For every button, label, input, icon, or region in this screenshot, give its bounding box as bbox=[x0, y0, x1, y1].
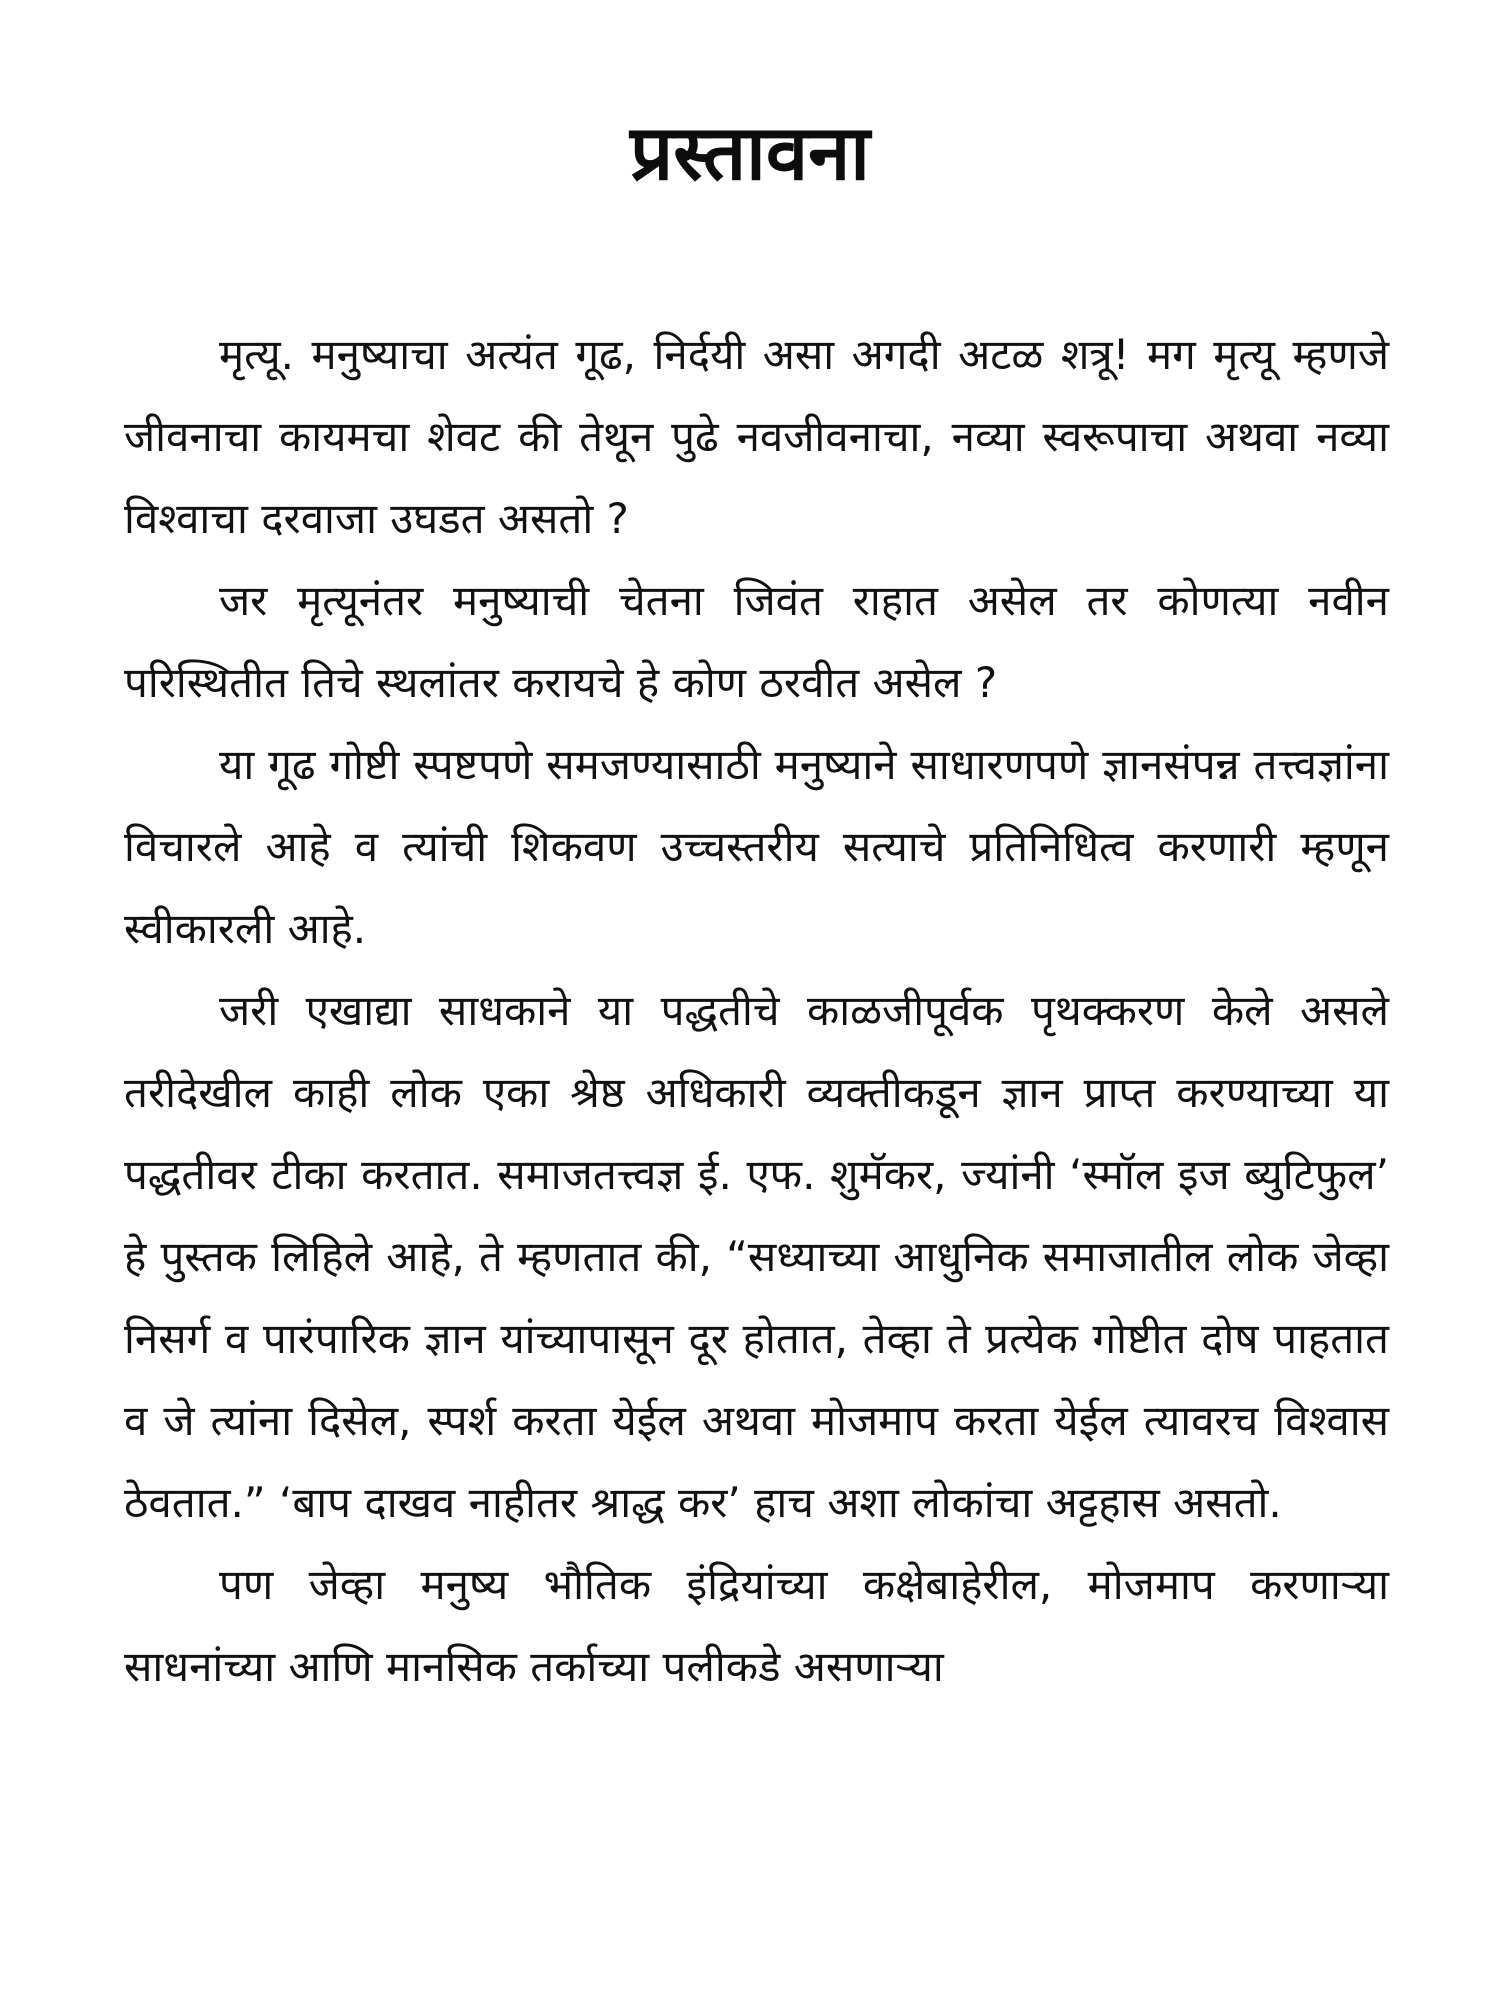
paragraph-4: जरी एखाद्या साधकाने या पद्धतीचे काळजीपूर्वक पृथक्करण केले असले तरीदेखील काही लोक एका श्रेष्ठ अधिकारी व्यक्तीकडून ज्ञान प्राप्त करण्याच्या या पद्धतीवर टीका करतात. समाजतत्त्वज्ञ ई. एफ. शुमॅकर, ज्यांनी ‘स्मॉल इज ब्युटिफुल’ हे पुस्तक लिहिले आहे, ते म्हणतात की, “सध्याच्या आधुनिक समाजातील लोक जेव्हा निसर्ग व पारंपारिक ज्ञान यांच्यापासून दूर होतात, तेव्हा ते प्रत्येक गोष्टीत दोष पाहतात व जे त्यांना दिसेल, स्पर्श करता येईल अथवा मोजमाप करता येईल त्यावरच विश्वास ठेवतात.” ‘बाप दाखव नाहीतर श्राद्ध कर’ हाच अशा लोकांचा अट्टहास असतो. bbox=[124, 986, 1389, 1527]
page-title: प्रस्तावना bbox=[630, 108, 870, 197]
paragraph-3: या गूढ गोष्टी स्पष्टपणे समजण्यासाठी मनुष्याने साधारणपणे ज्ञानसंपन्न तत्त्वज्ञांना विचारले आहे व त्यांची शिकवण उच्चस्तरीय सत्याचे प्रतिनिधित्व करणारी म्हणून स्वीकारली आहे. bbox=[124, 740, 1389, 953]
paragraph-1: मृत्यू. मनुष्याचा अत्यंत गूढ, निर्दयी असा अगदी अटळ शत्रू! मग मृत्यू म्हणजे जीवनाचा कायमचा शेवट की तेथून पुढे नवजीवनाचा, नव्या स्वरूपाचा अथवा नव्या विश्वाचा दरवाजा उघडत असतो ? bbox=[124, 330, 1389, 543]
body-text bbox=[124, 314, 1389, 1708]
paragraph-5: पण जेव्हा मनुष्य भौतिक इंद्रियांच्या कक्षेबाहेरील, मोजमाप करणाऱ्या साधनांच्या आणि मानसिक तर्काच्या पलीकडे असणाऱ्या bbox=[124, 1560, 1389, 1691]
paragraph-2: जर मृत्यूनंतर मनुष्याची चेतना जिवंत राहात असेल तर कोणत्या नवीन परिस्थितीत तिचे स्थलांतर करायचे हे कोण ठरवीत असेल ? bbox=[124, 576, 1389, 707]
